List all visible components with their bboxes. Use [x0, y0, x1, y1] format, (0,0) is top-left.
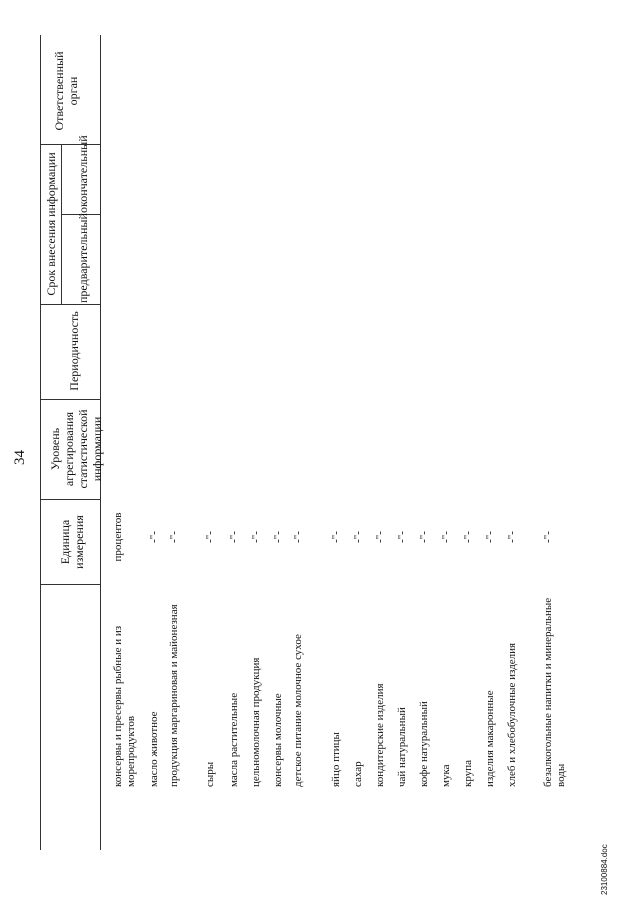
col-divider-3: [40, 399, 100, 400]
header-level: Уровень агрегирования статистической информации: [48, 409, 104, 489]
table-row-unit: -"-: [168, 531, 180, 543]
deadline-divider: [61, 145, 62, 305]
header-preliminary: предварительный: [76, 213, 90, 303]
table-row-name: кондитерские изделия: [374, 683, 386, 787]
table-row-name: мука: [440, 764, 452, 787]
header-final: окончательный: [76, 135, 90, 213]
table-row-unit: -"-: [228, 531, 240, 543]
table-row-name: цельномолочная продукция: [250, 657, 262, 787]
table-row-unit: -"-: [330, 531, 342, 543]
table-row-name: консервы и пресервы рыбные и из морепродуктов: [112, 625, 137, 787]
table-row-unit: -"-: [250, 531, 262, 543]
col-divider-6: [40, 144, 100, 145]
table-row-name: изделия макаронные: [484, 690, 496, 787]
table-row-unit: -"-: [272, 531, 284, 543]
table-row-unit: -"-: [396, 531, 408, 543]
table-row-unit: -"-: [352, 531, 364, 543]
table-row-unit: процентов: [112, 512, 124, 562]
table-row-name: сыры: [204, 761, 216, 787]
table-row-name: хлеб и хлебобулочные изделия: [506, 642, 518, 787]
table-row-name: масло животное: [148, 711, 160, 787]
col-divider-1: [40, 584, 100, 585]
table-row-name: консервы молочные: [272, 693, 284, 787]
table-row-name: продукция маргариновая и майонезная: [168, 604, 180, 787]
page-number: 34: [12, 450, 28, 465]
table-row-name: яйцо птицы: [330, 732, 342, 787]
table-row-unit: -"-: [148, 531, 160, 543]
table-row-name: чай натуральный: [396, 707, 408, 787]
header-periodicity: Периодичность: [67, 311, 81, 391]
header-unit: Единица измерения: [58, 515, 86, 569]
table-row-unit: -"-: [440, 531, 452, 543]
header-responsible: Ответственный орган: [52, 51, 80, 131]
table-row-name: безалкогольные напитки и минеральные воды: [542, 597, 567, 787]
table-row-unit: -"-: [204, 531, 216, 543]
table-row-name: кофе натуральный: [418, 701, 430, 787]
table-row-name: масла растительные: [228, 692, 240, 787]
table-row-unit: -"-: [292, 531, 304, 543]
table-row-name: крупа: [462, 760, 474, 787]
table-row-name: детское питание молочное сухое: [292, 634, 304, 787]
table-row-unit: -"-: [462, 531, 474, 543]
table-row-unit: -"-: [418, 531, 430, 543]
table-row-unit: -"-: [542, 531, 554, 543]
table-row-unit: -"-: [484, 531, 496, 543]
header-deadline: Срок внесения информации: [44, 152, 58, 296]
table-row-unit: -"-: [374, 531, 386, 543]
col-divider-2: [40, 499, 100, 500]
table-top-border: [40, 35, 41, 850]
table-row-unit: -"-: [506, 531, 518, 543]
col-divider-4: [40, 304, 100, 305]
table-row-name: сахар: [352, 761, 364, 787]
doc-id-footer: 23100884.doc: [600, 844, 609, 895]
